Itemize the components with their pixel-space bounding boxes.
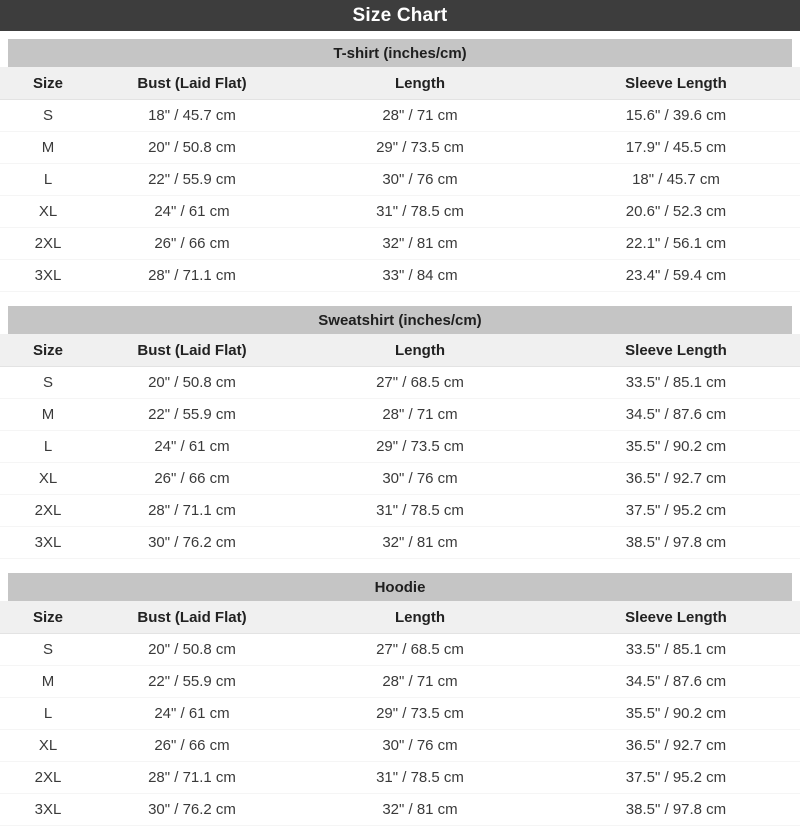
- measurement-cell: 23.4" / 59.4 cm: [552, 260, 800, 292]
- measurement-cell: 15.6" / 39.6 cm: [552, 100, 800, 132]
- table-row: [0, 698, 800, 730]
- measurement-cell: 22" / 55.9 cm: [96, 666, 288, 698]
- measurement-cell: 37.5" / 95.2 cm: [552, 762, 800, 794]
- section-heading: Hoodie: [8, 573, 792, 601]
- measurement-cell: 37.5" / 95.2 cm: [552, 495, 800, 527]
- measurement-cell: 27" / 68.5 cm: [288, 367, 552, 399]
- column-header: Length: [288, 67, 552, 100]
- size-table-section: [0, 573, 800, 826]
- measurement-cell: 18" / 45.7 cm: [552, 164, 800, 196]
- measurement-cell: 29" / 73.5 cm: [288, 431, 552, 463]
- measurement-cell: 24" / 61 cm: [96, 196, 288, 228]
- table-row: [0, 164, 800, 196]
- table-row: [0, 260, 800, 292]
- table-row: [0, 228, 800, 260]
- column-header: Size: [0, 334, 96, 367]
- measurement-cell: 28" / 71 cm: [288, 666, 552, 698]
- measurement-cell: 32" / 81 cm: [288, 228, 552, 260]
- size-chart-sections: [0, 39, 800, 826]
- table-row: [0, 399, 800, 431]
- table-row: [0, 762, 800, 794]
- measurement-cell: 32" / 81 cm: [288, 794, 552, 826]
- column-header: Sleeve Length: [552, 67, 800, 100]
- size-label-cell: 3XL: [0, 260, 96, 292]
- measurement-cell: 24" / 61 cm: [96, 431, 288, 463]
- measurement-cell: 33" / 84 cm: [288, 260, 552, 292]
- table-row: [0, 794, 800, 826]
- measurement-cell: 38.5" / 97.8 cm: [552, 794, 800, 826]
- size-table: [0, 334, 800, 559]
- column-header: Sleeve Length: [552, 334, 800, 367]
- measurement-cell: 30" / 76.2 cm: [96, 794, 288, 826]
- measurement-cell: 17.9" / 45.5 cm: [552, 132, 800, 164]
- measurement-cell: 29" / 73.5 cm: [288, 698, 552, 730]
- size-table-section: [0, 306, 800, 559]
- column-header: Sleeve Length: [552, 601, 800, 634]
- column-header-row: [0, 601, 800, 634]
- measurement-cell: 36.5" / 92.7 cm: [552, 463, 800, 495]
- measurement-cell: 20" / 50.8 cm: [96, 634, 288, 666]
- column-header-row: [0, 334, 800, 367]
- table-row: [0, 463, 800, 495]
- size-label-cell: L: [0, 164, 96, 196]
- measurement-cell: 30" / 76 cm: [288, 164, 552, 196]
- measurement-cell: 33.5" / 85.1 cm: [552, 634, 800, 666]
- table-row: [0, 100, 800, 132]
- measurement-cell: 28" / 71.1 cm: [96, 260, 288, 292]
- size-label-cell: L: [0, 431, 96, 463]
- table-row: [0, 527, 800, 559]
- size-table: [0, 601, 800, 826]
- measurement-cell: 36.5" / 92.7 cm: [552, 730, 800, 762]
- measurement-cell: 24" / 61 cm: [96, 698, 288, 730]
- column-header: Length: [288, 334, 552, 367]
- measurement-cell: 18" / 45.7 cm: [96, 100, 288, 132]
- column-header: Size: [0, 601, 96, 634]
- measurement-cell: 29" / 73.5 cm: [288, 132, 552, 164]
- column-header-row: [0, 67, 800, 100]
- measurement-cell: 22" / 55.9 cm: [96, 399, 288, 431]
- measurement-cell: 34.5" / 87.6 cm: [552, 399, 800, 431]
- measurement-cell: 30" / 76.2 cm: [96, 527, 288, 559]
- size-label-cell: S: [0, 634, 96, 666]
- size-label-cell: L: [0, 698, 96, 730]
- column-header: Bust (Laid Flat): [96, 67, 288, 100]
- size-label-cell: XL: [0, 196, 96, 228]
- column-header: Length: [288, 601, 552, 634]
- table-row: [0, 730, 800, 762]
- table-row: [0, 431, 800, 463]
- size-label-cell: M: [0, 399, 96, 431]
- page-title: Size Chart: [0, 0, 800, 31]
- size-label-cell: 2XL: [0, 228, 96, 260]
- measurement-cell: 28" / 71 cm: [288, 399, 552, 431]
- measurement-cell: 26" / 66 cm: [96, 463, 288, 495]
- table-row: [0, 634, 800, 666]
- table-row: [0, 367, 800, 399]
- measurement-cell: 32" / 81 cm: [288, 527, 552, 559]
- measurement-cell: 27" / 68.5 cm: [288, 634, 552, 666]
- measurement-cell: 20.6" / 52.3 cm: [552, 196, 800, 228]
- column-header: Bust (Laid Flat): [96, 601, 288, 634]
- section-heading: T-shirt (inches/cm): [8, 39, 792, 67]
- size-label-cell: 3XL: [0, 794, 96, 826]
- section-heading: Sweatshirt (inches/cm): [8, 306, 792, 334]
- size-label-cell: M: [0, 132, 96, 164]
- table-row: [0, 196, 800, 228]
- size-table: [0, 67, 800, 292]
- measurement-cell: 34.5" / 87.6 cm: [552, 666, 800, 698]
- measurement-cell: 33.5" / 85.1 cm: [552, 367, 800, 399]
- measurement-cell: 35.5" / 90.2 cm: [552, 698, 800, 730]
- measurement-cell: 31" / 78.5 cm: [288, 495, 552, 527]
- measurement-cell: 38.5" / 97.8 cm: [552, 527, 800, 559]
- measurement-cell: 26" / 66 cm: [96, 228, 288, 260]
- measurement-cell: 28" / 71 cm: [288, 100, 552, 132]
- measurement-cell: 28" / 71.1 cm: [96, 495, 288, 527]
- size-label-cell: XL: [0, 730, 96, 762]
- measurement-cell: 28" / 71.1 cm: [96, 762, 288, 794]
- title-gap: [0, 31, 800, 39]
- measurement-cell: 20" / 50.8 cm: [96, 132, 288, 164]
- table-row: [0, 666, 800, 698]
- table-row: [0, 132, 800, 164]
- measurement-cell: 22" / 55.9 cm: [96, 164, 288, 196]
- measurement-cell: 30" / 76 cm: [288, 463, 552, 495]
- size-label-cell: 2XL: [0, 495, 96, 527]
- measurement-cell: 35.5" / 90.2 cm: [552, 431, 800, 463]
- measurement-cell: 31" / 78.5 cm: [288, 196, 552, 228]
- column-header: Size: [0, 67, 96, 100]
- size-label-cell: S: [0, 367, 96, 399]
- measurement-cell: 20" / 50.8 cm: [96, 367, 288, 399]
- size-label-cell: M: [0, 666, 96, 698]
- measurement-cell: 26" / 66 cm: [96, 730, 288, 762]
- measurement-cell: 22.1" / 56.1 cm: [552, 228, 800, 260]
- measurement-cell: 30" / 76 cm: [288, 730, 552, 762]
- size-label-cell: S: [0, 100, 96, 132]
- measurement-cell: 31" / 78.5 cm: [288, 762, 552, 794]
- size-label-cell: 3XL: [0, 527, 96, 559]
- size-table-section: [0, 39, 800, 292]
- size-label-cell: 2XL: [0, 762, 96, 794]
- table-row: [0, 495, 800, 527]
- column-header: Bust (Laid Flat): [96, 334, 288, 367]
- size-label-cell: XL: [0, 463, 96, 495]
